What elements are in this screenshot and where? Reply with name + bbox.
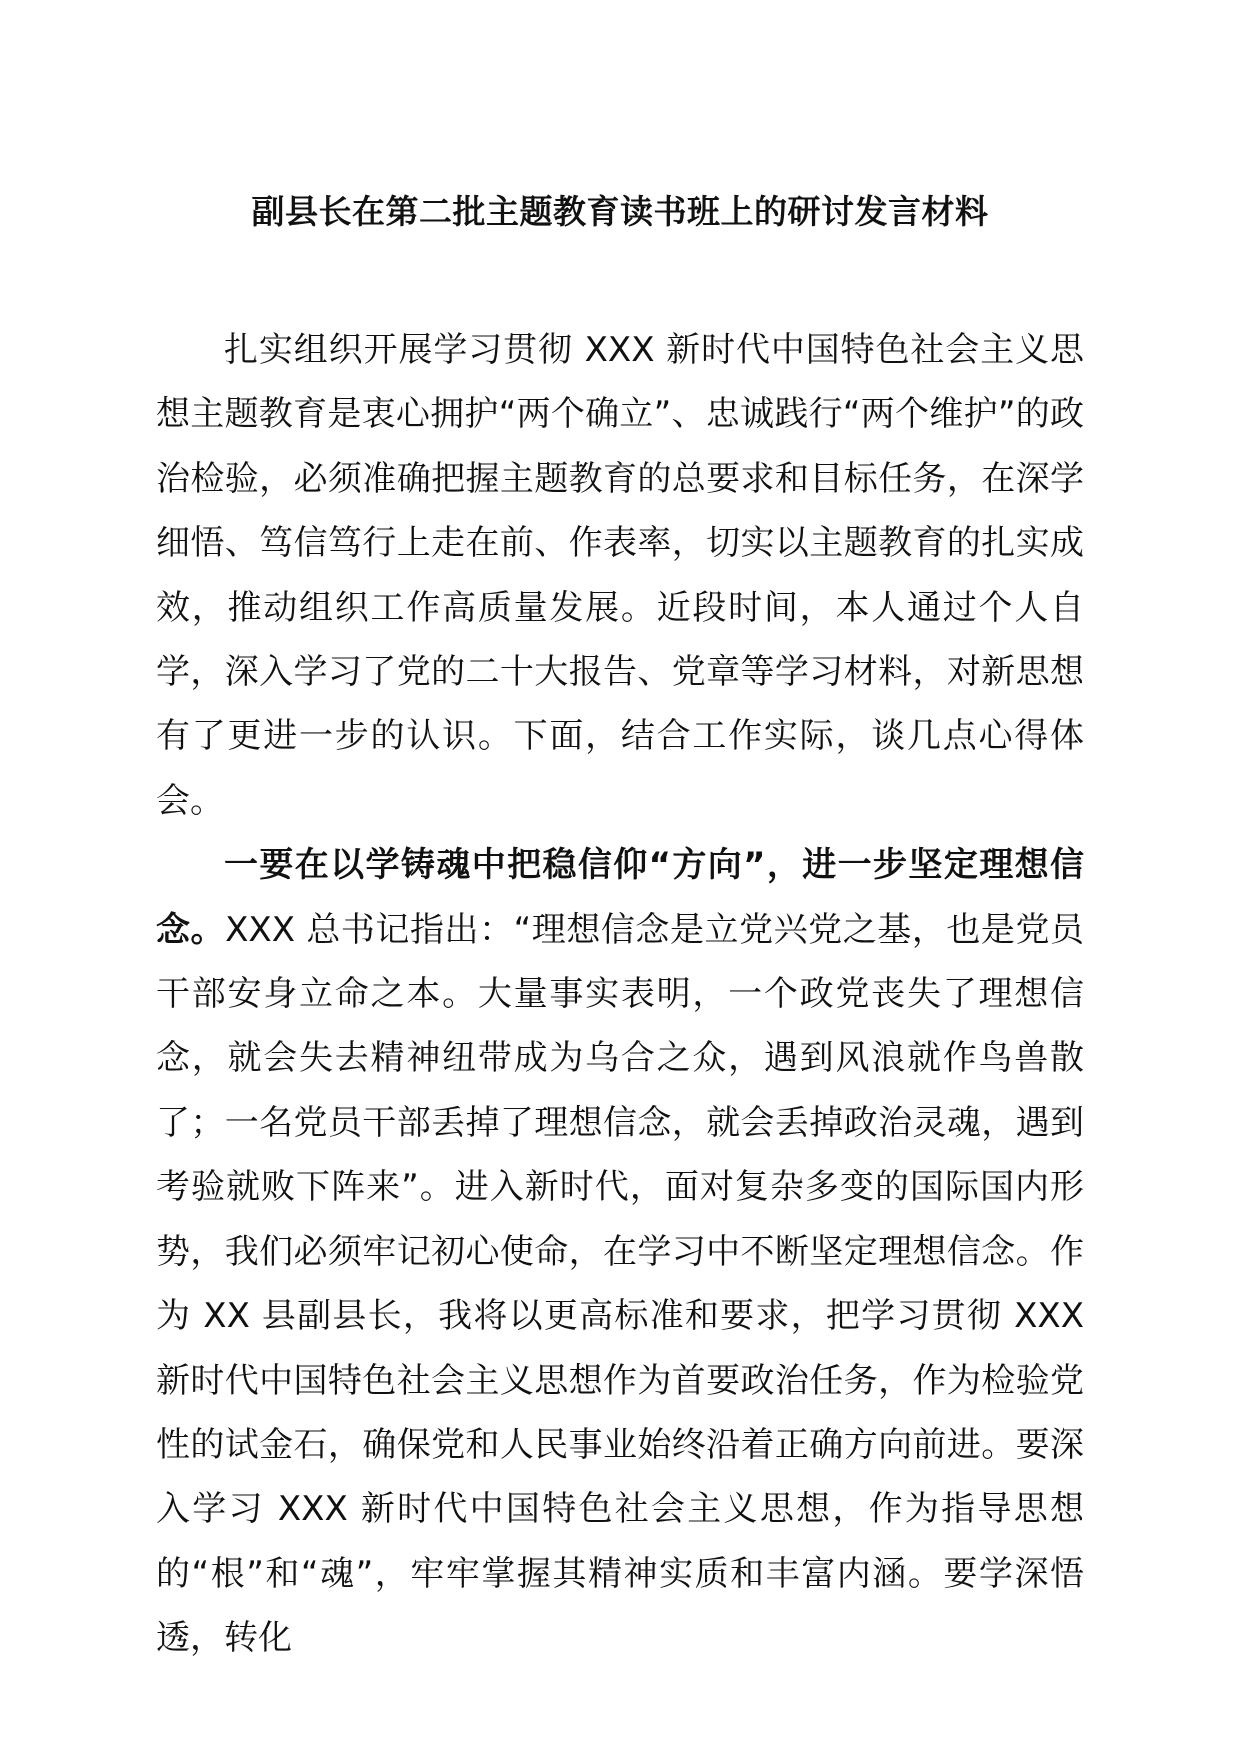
paragraph-point-one-heading: 一要在以学铸魂中把稳信仰“方向”，进一步坚定理想信念。	[156, 845, 1084, 950]
paragraph-point-one	[156, 833, 1084, 1670]
paragraph-intro-text: 扎实组织开展学习贯彻 XXX 新时代中国特色社会主义思想主题教育是衷心拥护“两个确立”、忠诚践行“两个维护”的政治检验，必须准确把握主题教育的总要求和目标任务，在深学细悟、笃信笃行上走在前、作表率，切实以主题教育的扎实成效，推动组织工作高质量发展。近段时间，本人通过个人自学，深入学习了党的二十大报告、党章等学习材料，对新思想有了更进一步的认识。下面，结合工作实际，谈几点心得体会。	[156, 330, 1084, 821]
document-body	[156, 318, 1084, 1671]
paragraph-point-one-text: XXX 总书记指出：“理想信念是立党兴党之基，也是党员干部安身立命之本。大量事实表明，一个政党丧失了理想信念，就会失去精神纽带成为乌合之众，遇到风浪就作鸟兽散了；一名党员干部丢掉了理想信念，就会丢掉政治灵魂，遇到考验就败下阵来”。进入新时代，面对复杂多变的国际国内形势，我们必须牢记初心使命，在学习中不断坚定理想信念。作为 XX 县副县长，我将以更高标准和要求，把学习贯彻 XXX 新时代中国特色社会主义思想作为首要政治任务，作为检验党性的试金石，确保党和人民事业始终沿着正确方向前进。要深入学习 XXX 新时代中国特色社会主义思想，作为指导思想的“根”和“魂”，牢牢掌握其精神实质和丰富内涵。要学深悟透，转化	[156, 909, 1085, 1659]
paragraph-intro	[156, 318, 1084, 833]
document-title: 副县长在第二批主题教育读书班上的研讨发言材料	[251, 192, 989, 231]
